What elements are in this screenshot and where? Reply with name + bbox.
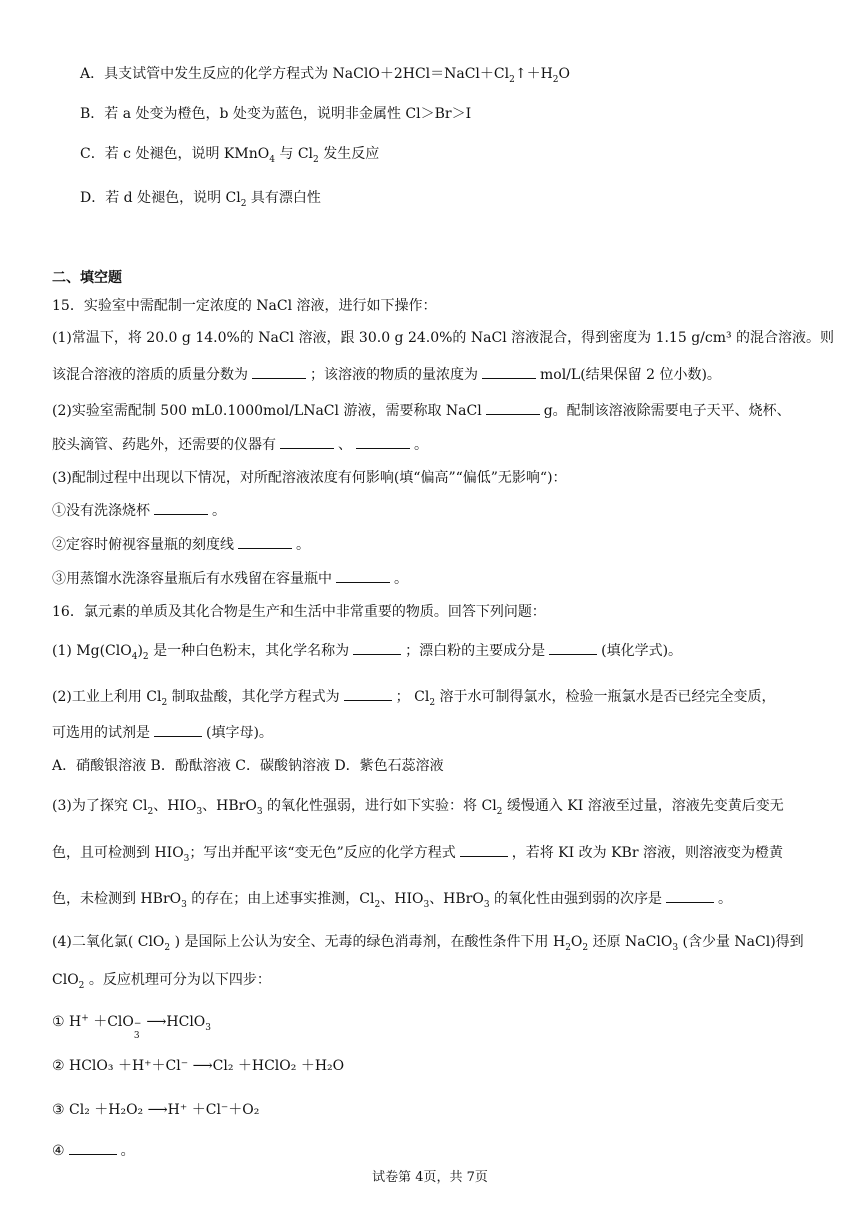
answer-blank[interactable] — [460, 842, 508, 857]
answer-blank[interactable] — [353, 640, 401, 655]
q15-part2-line2: 胶头滴管、药匙外，还需要的仪器有 、 。 — [52, 434, 812, 455]
page-footer: 试卷第 4页，共 7页 — [372, 1170, 488, 1185]
q15-part1-line1: (1)常温下，将 20.0 g 14.0%的 NaCl 溶液，跟 30.0 g 24.0%的 NaCl 溶液混合，得到密度为 1.15 g/cm³ 的混合溶液。则 — [52, 330, 835, 346]
option-b: B．若 a 处变为橙色，b 处变为蓝色，说明非金属性 Cl＞Br＞I — [80, 106, 472, 122]
answer-blank[interactable] — [356, 434, 410, 449]
answer-blank[interactable] — [154, 500, 208, 515]
q15-part3: (3)配制过程中出现以下情况，对所配溶液浓度有何影响(填“偏高”“偏低”无影响“)： — [52, 470, 567, 486]
q16-stem: 16．氯元素的单质及其化合物是生产和生活中非常重要的物质。回答下列问题： — [52, 604, 546, 620]
q16-part2-line1: (2)工业上利用 $Cl_2$ 制取盐酸，其化学方程式为 ； $Cl_2$ 溶于水可制得氯水，检验一瓶氯水是否已经完全变质， — [52, 686, 812, 707]
q16-choices: A．硝酸银溶液 B．酚酞溶液 C．碳酸钠溶液 D．紫色石蕊溶液 — [52, 758, 444, 774]
q15-stem: 15．实验室中需配制一定浓度的 NaCl 溶液，进行如下操作： — [52, 298, 437, 314]
reaction-4: ④ 。 — [52, 1140, 812, 1161]
answer-blank[interactable] — [486, 400, 540, 415]
reaction-1: ① H+ ＋ClO − 3 ⟶HClO$_3$ — [52, 1013, 212, 1041]
q16-part3-line3: 色，未检测到 HBrO$_3$ 的存在；由上述事实推测，$Cl_2$、$HIO_3$、HBrO$_3$ 的氧化性由强到弱的次序是 。 — [52, 888, 812, 909]
option-a: A．具支试管中发生反应的化学方程式为 $NaClO+2HCl=NaCl+Cl_2↑+H_2O$ — [80, 66, 571, 85]
q16-part1: (1) $Mg(ClO_4)_2$ 是一种白色粉末，其化学名称为 ；漂白粉的主要成分是 (填化学式)。 — [52, 640, 812, 661]
q16-part3-line1: (3)为了探究 $Cl_2$、$HIO_3$、HBrO$_3$ 的氧化性强弱，进行如下实验：将 $Cl_2$ 缓慢通入 KI 溶液至过量，溶液先变黄后变无 — [52, 798, 784, 817]
answer-blank[interactable] — [549, 640, 597, 655]
answer-blank[interactable] — [336, 568, 390, 583]
answer-blank[interactable] — [280, 434, 334, 449]
answer-blank[interactable] — [666, 888, 714, 903]
q15-item2: ②定容时俯视容量瓶的刻度线 。 — [52, 534, 812, 555]
answer-blank[interactable] — [252, 364, 306, 379]
answer-blank[interactable] — [482, 364, 536, 379]
answer-blank[interactable] — [69, 1140, 117, 1155]
q16-part2-line2: 可选用的试剂是 (填字母)。 — [52, 722, 812, 743]
option-d: D．若 d 处褪色，说明 $Cl_2$ 具有漂白性 — [80, 190, 321, 209]
option-c: C．若 c 处褪色，说明 KMnO$_4$ 与 $Cl_2$ 发生反应 — [80, 146, 380, 165]
q16-part4-line1: (4)二氧化氯( ClO$_2$ ) 是国际上公认为安全、无毒的绿色消毒剂，在酸性条件下用 $H_2O_2$ 还原 NaClO$_3$ (含少量 NaCl)得到 — [52, 934, 804, 953]
q16-part3-line2: 色，且可检测到 $HIO_3$；写出并配平该“变无色”反应的化学方程式 ，若将 KI 改为 KBr 溶液，则溶液变为橙黄 — [52, 842, 812, 863]
q15-part2-line1: (2)实验室需配制 500 mL0.1000mol/LNaCl 游液，需要称取 NaCl g。配制该溶液除需要电子天平、烧杯、 — [52, 400, 812, 421]
answer-blank[interactable] — [238, 534, 292, 549]
q16-part4-line2: ClO$_2$ 。反应机理可分为以下四步： — [52, 972, 271, 991]
answer-blank[interactable] — [154, 722, 202, 737]
reaction-2: ② HClO₃ ＋H⁺＋Cl⁻ ⟶Cl₂ ＋HClO₂ ＋H₂O — [52, 1058, 345, 1074]
reaction-3: ③ Cl₂ ＋H₂O₂ ⟶H⁺ ＋Cl⁻＋O₂ — [52, 1102, 260, 1118]
q15-item1: ①没有洗涤烧杯 。 — [52, 500, 812, 521]
answer-blank[interactable] — [344, 686, 392, 701]
q15-part1-line2: 该混合溶液的溶质的质量分数为 ；该溶液的物质的量浓度为 mol/L(结果保留 2 位小数)。 — [52, 364, 812, 385]
q15-item3: ③用蒸馏水洗涤容量瓶后有水残留在容量瓶中 。 — [52, 568, 812, 589]
section-title: 二、填空题 — [52, 270, 122, 286]
